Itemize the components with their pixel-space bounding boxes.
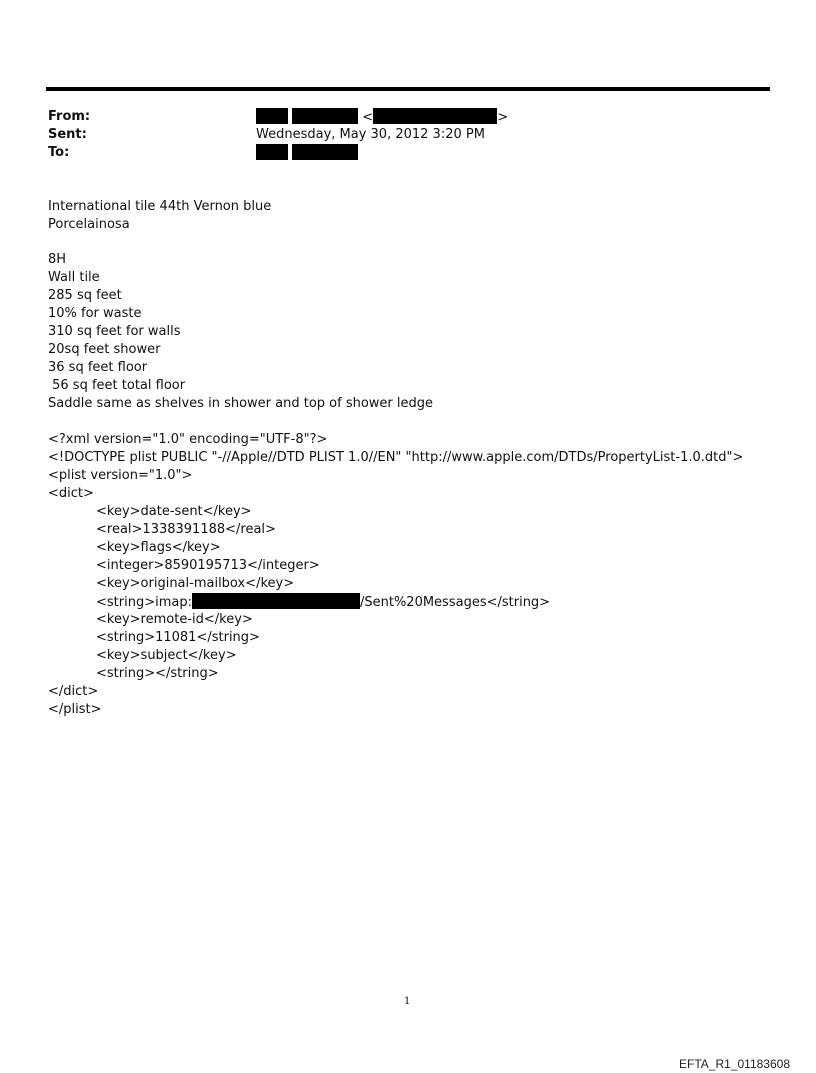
plist-entry: <string></string> [96,666,219,681]
mailbox-prefix: <string>imap: [96,595,192,610]
body-line: 36 sq feet floor [48,360,148,375]
from-value [256,108,508,127]
body-line: 20sq feet shower [48,342,161,357]
plist-entry: <key>original-mailbox</key> [96,576,295,591]
body-line: International tile 44th Vernon blue [48,199,272,214]
redaction-box [292,108,358,124]
plist-xml-decl: <?xml version="1.0" encoding="UTF-8"?> [48,432,328,447]
header-rule [46,87,770,91]
from-label: From: [48,109,91,124]
to-label: To: [48,145,70,160]
plist-entry: <key>subject</key> [96,648,237,663]
plist-entry: <key>flags</key> [96,540,221,555]
plist-entry: <key>remote-id</key> [96,612,253,627]
redaction-box [192,593,360,609]
body-line: Wall tile [48,270,100,285]
angle-open: < [362,110,374,125]
sent-value: Wednesday, May 30, 2012 3:20 PM [256,127,485,142]
body-line: 56 sq feet total floor [48,378,186,393]
plist-doctype: <!DOCTYPE plist PUBLIC "-//Apple//DTD PLIST 1.0//EN" "http://www.apple.com/DTDs/PropertyList-1.0.dtd"> [48,450,744,465]
plist-entry: <real>1338391188</real> [96,522,276,537]
plist-entry: <string>11081</string> [96,630,260,645]
mailbox-suffix: /Sent%20Messages</string> [359,595,551,610]
dict-open: <dict> [48,486,94,501]
bates-number: EFTA_R1_01183608 [679,1057,790,1071]
plist-open: <plist version="1.0"> [48,468,193,483]
plist-entry-mailbox [96,593,550,612]
body-line: Porcelainosa [48,217,130,232]
redaction-box [256,144,288,160]
body-line: 10% for waste [48,306,142,321]
plist-close: </plist> [48,702,102,717]
dict-close: </dict> [48,684,99,699]
plist-entry: <integer>8590195713</integer> [96,558,320,573]
redaction-box [292,144,358,160]
to-value [256,144,358,163]
body-line: Saddle same as shelves in shower and top of shower ledge [48,396,434,411]
body-line: 8H [48,252,67,267]
angle-close: > [497,110,509,125]
plist-entry: <key>date-sent</key> [96,504,252,519]
body-line: 310 sq feet for walls [48,324,181,339]
body-line: 285 sq feet [48,288,122,303]
redaction-box [373,108,497,124]
page-number: 1 [404,996,411,1007]
redaction-box [256,108,288,124]
sent-label: Sent: [48,127,87,142]
